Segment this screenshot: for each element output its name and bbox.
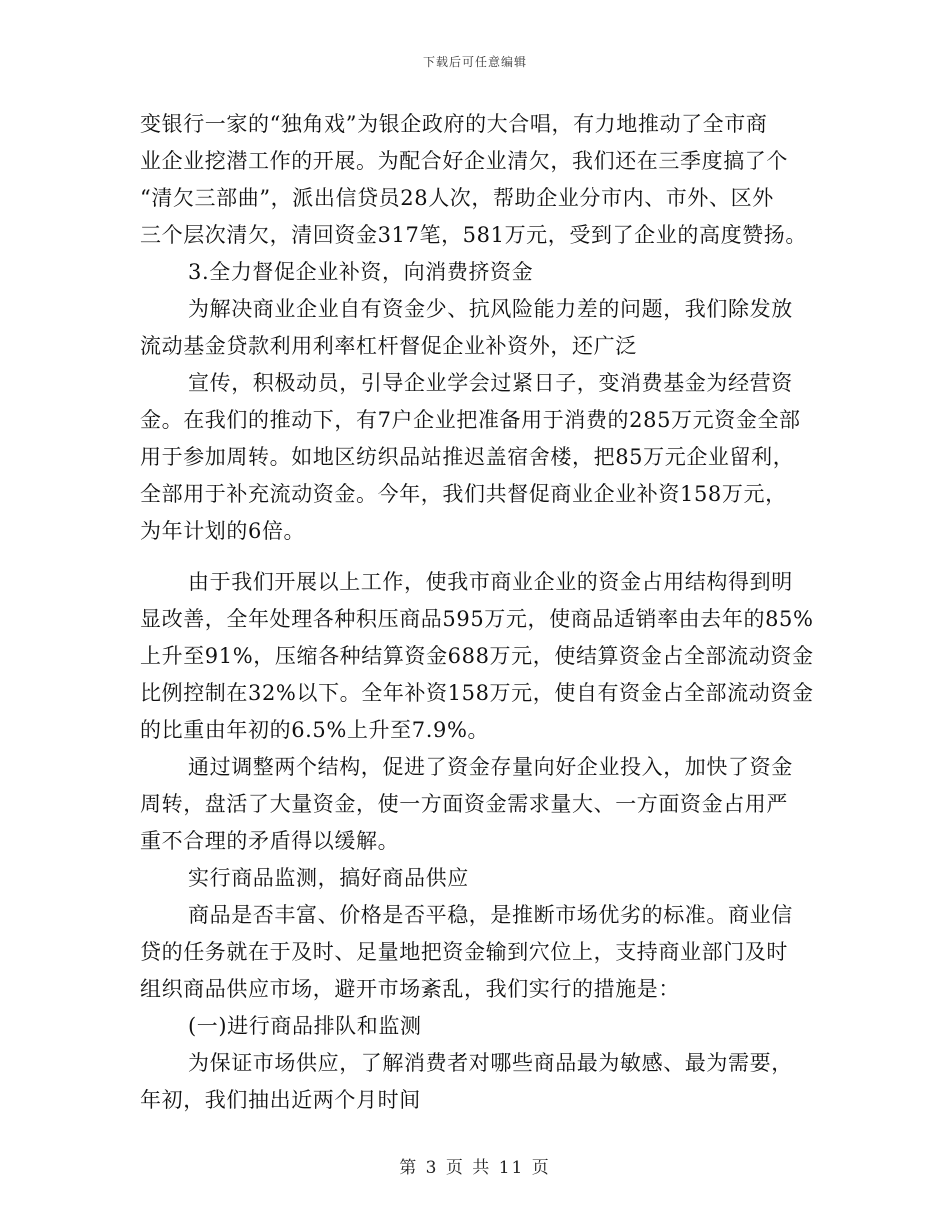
text-line: 宣传，积极动员，引导企业学会过紧日子，变消费基金为经营资 [188,371,793,395]
text-line: 为解决商业企业自有资金少、抗风险能力差的问题，我们除发放 [188,297,793,321]
text-line: 为年计划的6倍。 [140,519,306,543]
text-line: 三个层次清欠，清回资金317笔，581万元，受到了企业的高度赞扬。 [140,223,807,247]
text-line: 重不合理的矛盾得以缓解。 [140,829,400,853]
text-line: 年初，我们抽出近两个月时间 [140,1088,421,1112]
text-line: 显改善，全年处理各种积压商品595万元，使商品适销率由去年的85% [140,607,814,631]
text-line: 由于我们开展以上工作，使我市商业企业的资金占用结构得到明 [188,570,793,594]
text-line: 全部用于补充流动资金。今年，我们共督促商业企业补资158万元， [140,482,787,506]
text-line: 组织商品供应市场，避开市场紊乱，我们实行的措施是： [140,977,680,1001]
text-line: 通过调整两个结构，促进了资金存量向好企业投入，加快了资金 [188,755,793,779]
section-heading: (一)进行商品排队和监测 [188,1014,422,1038]
text-line: 贷的任务就在于及时、足量地把资金输到穴位上，支持商业部门及时 [140,940,788,964]
document-body [140,106,814,1119]
section-heading: 3.全力督促企业补资，向消费挤资金 [188,260,534,284]
text-line: 变银行一家的“独角戏”为银企政府的大合唱，有力地推动了全市商 [140,112,768,136]
text-line: 的比重由年初的6.5%上升至7.9%。 [140,718,490,742]
text-line: “清欠三部曲”，派出信贷员28人次，帮助企业分市内、市外、区外 [140,186,774,210]
text-line: 周转，盘活了大量资金，使一方面资金需求量大、一方面资金占用严 [140,792,788,816]
text-line: 金。在我们的推动下，有7户企业把准备用于消费的285万元资金全部 [140,408,801,432]
text-line: 流动基金贷款利用利率杠杆督促企业补资外，还广泛 [140,334,637,358]
text-line: 业企业挖潜工作的开展。为配合好企业清欠，我们还在三季度搞了个 [140,149,788,173]
text-line: 上升至91%，压缩各种结算资金688万元，使结算资金占全部流动资金 [140,644,814,668]
text-line: 用于参加周转。如地区纺织品站推迟盖宿舍楼，把85万元企业留利， [140,445,795,469]
page-header: 下载后可任意编辑 [422,55,527,69]
text-line: 商品是否丰富、价格是否平稳，是推断市场优劣的标准。商业信 [188,903,793,927]
paragraph-gap [140,550,810,564]
page-footer: 第 3 页 共 11 页 [399,1158,551,1178]
text-line: 比例控制在32%以下。全年补资158万元，使自有资金占全部流动资金 [140,681,814,705]
section-heading: 实行商品监测，搞好商品供应 [188,866,469,890]
text-line: 为保证市场供应，了解消费者对哪些商品最为敏感、最为需要， [188,1051,793,1075]
